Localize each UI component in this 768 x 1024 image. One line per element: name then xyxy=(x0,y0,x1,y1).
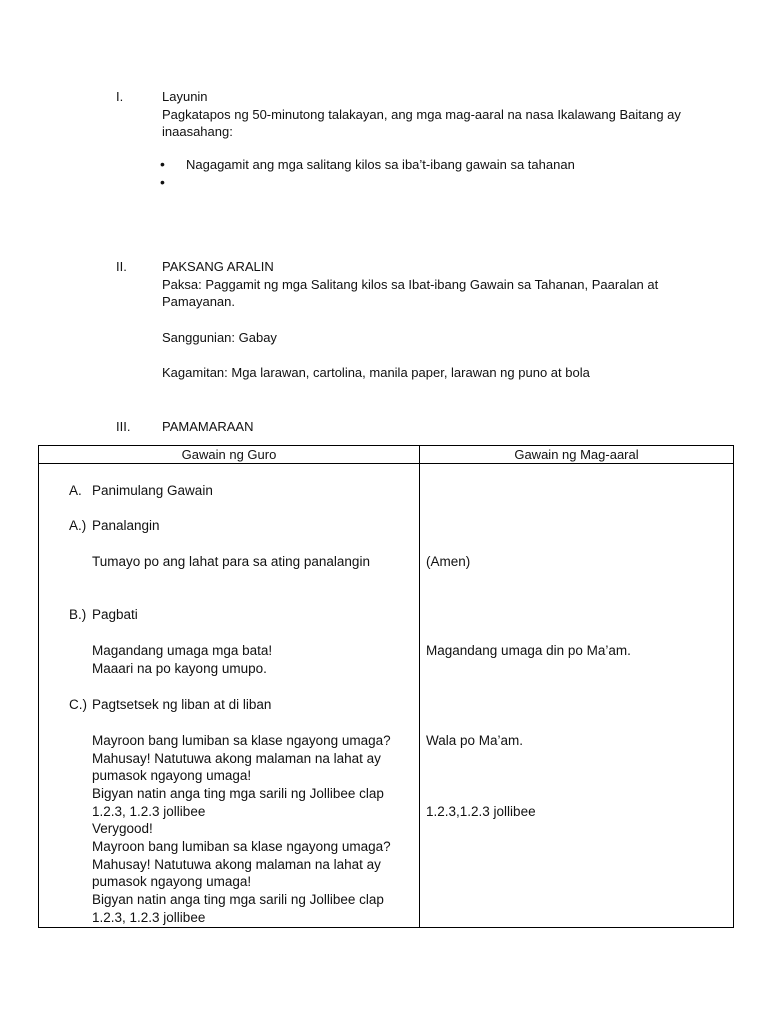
section-3-heading: PAMAMARAAN xyxy=(162,419,254,434)
table-header-row xyxy=(39,446,734,464)
procedure-table xyxy=(38,445,734,928)
section-1-body xyxy=(162,88,682,141)
check-line: pumasok ngayong umaga! xyxy=(92,768,252,783)
item-label-b: B.) xyxy=(69,607,87,622)
check-line: Bigyan natin anga ting mga sarili ng Jollibee clap xyxy=(92,892,384,907)
check-line: Mahusay! Natutuwa akong malaman na lahat ay xyxy=(92,751,381,766)
section-2-line: Pamayanan. xyxy=(162,294,235,309)
item-text-a: Panimulang Gawain xyxy=(92,483,213,498)
objective-item xyxy=(160,175,575,193)
check-line: 1.2.3, 1.2.3 jollibee xyxy=(92,804,206,819)
header-magaaral: Gawain ng Mag-aaral xyxy=(420,446,734,464)
section-2-numeral: II. xyxy=(116,259,127,274)
check-line: Mayroon bang lumiban sa klase ngayong umaga? xyxy=(92,733,391,748)
item-text-a1: Panalangin xyxy=(92,518,160,533)
sanggunian: Sanggunian: Gabay xyxy=(162,330,277,345)
section-1-line: inaasahang: xyxy=(162,124,233,139)
kagamitan: Kagamitan: Mga larawan, cartolina, manila paper, larawan ng puno at bola xyxy=(162,365,590,380)
check-line: Mahusay! Natutuwa akong malaman na lahat ay xyxy=(92,857,381,872)
check-line: Verygood! xyxy=(92,821,153,836)
table-row xyxy=(39,464,734,928)
response-bati: Magandang umaga din po Ma’am. xyxy=(426,643,631,658)
check-line: 1.2.3, 1.2.3 jollibee xyxy=(92,910,206,925)
section-2-line: Paksa: Paggamit ng mga Salitang kilos sa Ibat-ibang Gawain sa Tahanan, Paaralan at xyxy=(162,276,659,292)
objectives-list xyxy=(160,157,575,192)
response-jollibee: 1.2.3,1.2.3 jollibee xyxy=(426,804,536,819)
pagbati-line: Maaari na po kayong umupo. xyxy=(92,661,267,676)
item-text-b: Pagbati xyxy=(92,607,138,622)
magaaral-cell xyxy=(420,464,734,928)
check-line: pumasok ngayong umaga! xyxy=(92,874,252,889)
item-label-a1: A.) xyxy=(69,518,87,533)
check-line: Mayroon bang lumiban sa klase ngayong umaga? xyxy=(92,839,391,854)
pagbati-line: Magandang umaga mga bata! xyxy=(92,643,273,658)
section-2-heading: PAKSANG ARALIN xyxy=(162,259,274,274)
guro-cell xyxy=(39,464,420,928)
check-line: Bigyan natin anga ting mga sarili ng Jollibee clap xyxy=(92,786,384,801)
response-wala: Wala po Ma’am. xyxy=(426,733,524,748)
section-1-line: Pagkatapos ng 50-minutong talakayan, ang mga mag-aaral na nasa Ikalawang Baitang ay xyxy=(162,106,681,122)
section-1-heading: Layunin xyxy=(162,89,208,104)
section-2-body xyxy=(162,258,682,311)
section-1-numeral: I. xyxy=(116,89,124,104)
response-amen: (Amen) xyxy=(426,554,471,569)
header-guro: Gawain ng Guro xyxy=(39,446,420,464)
item-label-c: C.) xyxy=(69,697,87,712)
panalangin-text: Tumayo po ang lahat para sa ating panalangin xyxy=(92,554,370,569)
item-text-c: Pagtsetsek ng liban at di liban xyxy=(92,697,272,712)
objective-item: • Nagagamit ang mga salitang kilos sa iba’t-ibang gawain sa tahanan xyxy=(160,157,575,175)
section-3-numeral: III. xyxy=(116,419,131,434)
item-label-a: A. xyxy=(69,483,82,498)
